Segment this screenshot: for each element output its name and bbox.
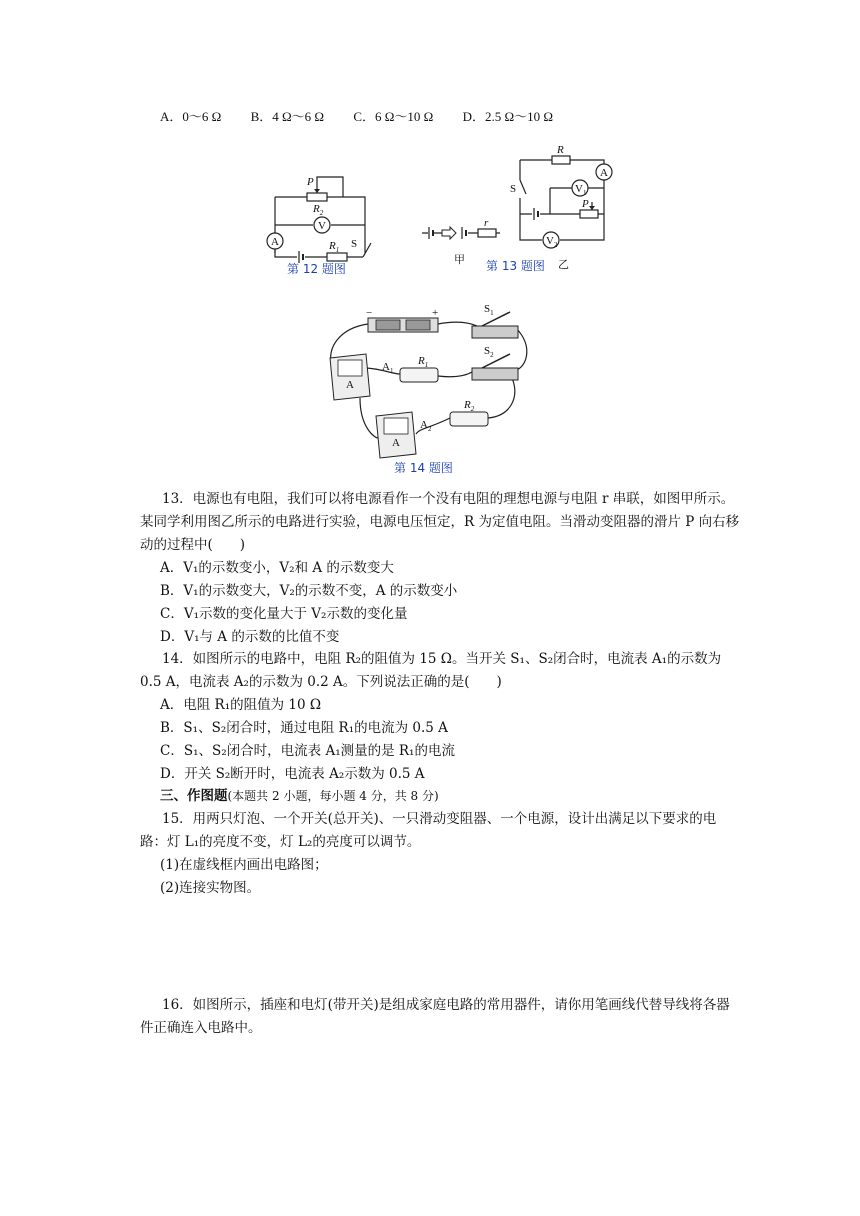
- fig13-label-r: R: [557, 144, 564, 156]
- q15-stem: 15．用两只灯泡、一个开关(总开关)、一只滑动变阻器、一个电源，设计出满足以下要求的电路：灯 L₁的亮度不变，灯 L₂的亮度可以调节。: [140, 811, 717, 850]
- q14-option-b: B．S₁、S₂闭合时，通过电阻 R₁的电流为 0.5 A: [160, 720, 448, 736]
- section-3-hint: (本题共 2 小题，每小题 4 分，共 8 分): [227, 789, 439, 803]
- q12-option-d: D．2.5 Ω～10 Ω: [462, 109, 554, 124]
- q13-option-b: B．V₁的示数变大，V₂的示数不变，A 的示数变小: [160, 583, 458, 599]
- fig12-ammeter-label: A: [271, 236, 279, 248]
- figure-13-yi: [480, 140, 630, 275]
- q13-option-c: C．V₁示数的变化量大于 V₂示数的变化量: [160, 606, 408, 622]
- q13-option-d: D．V₁与 A 的示数的比值不变: [160, 629, 340, 645]
- q12-options: [160, 106, 579, 125]
- figure-12-circuit: [255, 165, 385, 280]
- fig13-label-jia: 甲: [454, 254, 465, 266]
- fig13-label-yi: 乙: [558, 259, 569, 271]
- section-3-title: 三、作图题: [160, 788, 228, 804]
- fig12-label-r1: $R_1$: [329, 240, 340, 254]
- figure-14-apparatus: [320, 298, 540, 478]
- section-3-heading: [140, 785, 740, 808]
- question-13: [140, 488, 740, 649]
- fig12-label-s: S: [351, 238, 358, 250]
- fig13-v1-label: $V_1$: [575, 183, 587, 197]
- fig14-label-r2: $R_2$: [464, 399, 475, 413]
- q13-option-a: A．V₁的示数变小，V₂和 A 的示数变大: [160, 560, 394, 576]
- fig14-label-s1: $S_1$: [484, 303, 494, 317]
- question-16: [140, 994, 740, 1040]
- fig14-label-a2: $A_2$: [420, 419, 432, 433]
- fig14-a1-meter-face: A: [346, 379, 354, 391]
- fig13-caption: 第 13 题图: [486, 259, 545, 273]
- fig14-battery-plus: +: [432, 307, 439, 319]
- q12-option-a: A．0～6 Ω: [160, 109, 222, 124]
- q16-stem: 16．如图所示，插座和电灯(带开关)是组成家庭电路的常用器件，请你用笔画线代替导线将各器件正确连入电路中。: [140, 997, 730, 1036]
- q14-option-a: A．电阻 R₁的阻值为 10 Ω: [160, 697, 322, 713]
- fig13-label-r-small: r: [484, 217, 489, 229]
- fig14-label-a1: $A_1$: [382, 361, 394, 375]
- fig12-caption: 第 12 题图: [287, 262, 346, 276]
- q15-part-1: (1)在虚线框内画出电路图；: [160, 857, 328, 873]
- fig13-v2-label: $V_2$: [546, 235, 558, 249]
- fig12-voltmeter-label: V: [318, 220, 326, 232]
- question-14: [140, 648, 740, 786]
- q15-part-2: (2)连接实物图。: [160, 880, 261, 896]
- q13-stem: 13．电源也有电阻，我们可以将电源看作一个没有电阻的理想电源与电阻 r 串联，如图甲所示。某同学利用图乙所示的电路进行实验，电源电压恒定，R 为定值电阻。当滑动变阻器的滑片 P 向右移动的过程中( ): [140, 491, 740, 553]
- question-15: [140, 808, 740, 900]
- fig12-label-r2: $R_2$: [313, 203, 324, 217]
- q14-option-c: C．S₁、S₂闭合时，电流表 A₁测量的是 R₁的电流: [160, 743, 455, 759]
- q12-option-c: C．6 Ω～10 Ω: [353, 109, 434, 124]
- fig14-a2-meter-face: A: [392, 437, 400, 449]
- fig13-ammeter-label: A: [600, 167, 608, 179]
- q14-option-d: D．开关 S₂断开时，电流表 A₂示数为 0.5 A: [160, 766, 425, 782]
- fig14-caption: 第 14 题图: [394, 461, 453, 475]
- fig14-label-r1: $R_1$: [418, 355, 429, 369]
- fig12-label-p: P: [307, 176, 314, 188]
- fig14-label-s2: $S_2$: [484, 345, 494, 359]
- fig14-battery-minus: −: [366, 307, 373, 319]
- fig13-label-s: S: [510, 183, 517, 195]
- q14-stem: 14．如图所示的电路中，电阻 R₂的阻值为 15 Ω。当开关 S₁、S₂闭合时，电流表 A₁的示数为 0.5 A，电流表 A₂的示数为 0.2 A。下列说法正确的是( ): [140, 651, 722, 690]
- q12-option-b: B．4 Ω～6 Ω: [250, 109, 325, 124]
- fig13-label-p: P: [582, 198, 589, 210]
